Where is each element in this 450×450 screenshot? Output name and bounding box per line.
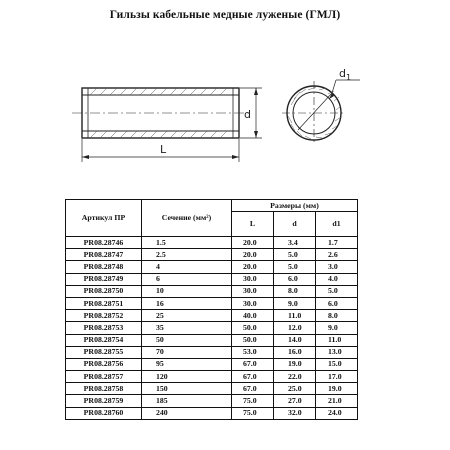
section-cell: 4 bbox=[142, 261, 232, 273]
length-cell: 30.0 bbox=[232, 273, 274, 285]
table-row bbox=[66, 383, 358, 395]
table-row bbox=[66, 249, 358, 261]
inner-diameter-cell: 13.0 bbox=[316, 346, 358, 358]
section-cell: 10 bbox=[142, 285, 232, 297]
inner-diameter-cell: 8.0 bbox=[316, 310, 358, 322]
length-cell: 30.0 bbox=[232, 285, 274, 297]
inner-diameter-cell: 4.0 bbox=[316, 273, 358, 285]
diameter-cell: 22.0 bbox=[274, 371, 316, 383]
page-title: Гильзы кабельные медные луженые (ГМЛ) bbox=[109, 9, 341, 21]
inner-diameter-cell: 11.0 bbox=[316, 334, 358, 346]
sleeve-drawing bbox=[0, 0, 450, 200]
table-row bbox=[66, 358, 358, 370]
section-cell: 120 bbox=[142, 371, 232, 383]
inner-diameter-cell: 19.0 bbox=[316, 383, 358, 395]
article-cell: PR08.28749 bbox=[66, 273, 142, 285]
table-row bbox=[66, 273, 358, 285]
length-cell: 20.0 bbox=[232, 237, 274, 249]
header-diameter: d bbox=[274, 212, 316, 237]
article-cell: PR08.28748 bbox=[66, 261, 142, 273]
table-row bbox=[66, 310, 358, 322]
header-sizes: Размеры (мм) bbox=[232, 200, 358, 212]
section-cell: 16 bbox=[142, 297, 232, 309]
header-length: L bbox=[232, 212, 274, 237]
section-cell: 35 bbox=[142, 322, 232, 334]
header-section: Сечение (мм²) bbox=[142, 200, 232, 237]
section-cell: 70 bbox=[142, 346, 232, 358]
diameter-cell: 9.0 bbox=[274, 297, 316, 309]
diameter-cell: 3.4 bbox=[274, 237, 316, 249]
diameter-cell: 6.0 bbox=[274, 273, 316, 285]
diameter-label: d bbox=[244, 108, 251, 121]
specs-table bbox=[65, 199, 358, 420]
sleeve-side-view bbox=[72, 88, 250, 138]
table-row bbox=[66, 285, 358, 297]
article-cell: PR08.28756 bbox=[66, 358, 142, 370]
header-article: Артикул ПР bbox=[66, 200, 142, 237]
inner-diameter-cell: 24.0 bbox=[316, 407, 358, 419]
section-cell: 185 bbox=[142, 395, 232, 407]
section-cell: 240 bbox=[142, 407, 232, 419]
article-cell: PR08.28746 bbox=[66, 237, 142, 249]
length-cell: 67.0 bbox=[232, 358, 274, 370]
diameter-cell: 19.0 bbox=[274, 358, 316, 370]
diameter-cell: 8.0 bbox=[274, 285, 316, 297]
section-cell: 2.5 bbox=[142, 249, 232, 261]
article-cell: PR08.28759 bbox=[66, 395, 142, 407]
diameter-cell: 32.0 bbox=[274, 407, 316, 419]
length-cell: 53.0 bbox=[232, 346, 274, 358]
section-cell: 1.5 bbox=[142, 237, 232, 249]
length-cell: 30.0 bbox=[232, 297, 274, 309]
diameter-cell: 14.0 bbox=[274, 334, 316, 346]
diameter-cell: 16.0 bbox=[274, 346, 316, 358]
length-cell: 20.0 bbox=[232, 261, 274, 273]
article-cell: PR08.28757 bbox=[66, 371, 142, 383]
length-cell: 75.0 bbox=[232, 407, 274, 419]
article-cell: PR08.28752 bbox=[66, 310, 142, 322]
article-cell: PR08.28753 bbox=[66, 322, 142, 334]
table-row bbox=[66, 237, 358, 249]
article-cell: PR08.28754 bbox=[66, 334, 142, 346]
inner-diameter-label: $d_1$ bbox=[339, 67, 352, 82]
section-cell: 150 bbox=[142, 383, 232, 395]
inner-diameter-cell: 21.0 bbox=[316, 395, 358, 407]
section-cell: 50 bbox=[142, 334, 232, 346]
diameter-cell: 27.0 bbox=[274, 395, 316, 407]
article-cell: PR08.28751 bbox=[66, 297, 142, 309]
diameter-cell: 12.0 bbox=[274, 322, 316, 334]
length-cell: 50.0 bbox=[232, 322, 274, 334]
inner-diameter-cell: 17.0 bbox=[316, 371, 358, 383]
inner-diameter-cell: 2.6 bbox=[316, 249, 358, 261]
inner-diameter-cell: 5.0 bbox=[316, 285, 358, 297]
table-row bbox=[66, 371, 358, 383]
diameter-cell: 5.0 bbox=[274, 261, 316, 273]
inner-diameter-cell: 3.0 bbox=[316, 261, 358, 273]
diameter-cell: 25.0 bbox=[274, 383, 316, 395]
length-label: L bbox=[160, 143, 167, 156]
length-cell: 40.0 bbox=[232, 310, 274, 322]
diameter-cell: 11.0 bbox=[274, 310, 316, 322]
inner-diameter-cell: 1.7 bbox=[316, 237, 358, 249]
section-cell: 6 bbox=[142, 273, 232, 285]
inner-diameter-cell: 9.0 bbox=[316, 322, 358, 334]
length-cell: 75.0 bbox=[232, 395, 274, 407]
header-inner-diameter: d1 bbox=[316, 212, 358, 237]
table-row bbox=[66, 322, 358, 334]
section-cell: 95 bbox=[142, 358, 232, 370]
table-row bbox=[66, 395, 358, 407]
length-cell: 67.0 bbox=[232, 383, 274, 395]
table-row bbox=[66, 407, 358, 419]
length-cell: 20.0 bbox=[232, 249, 274, 261]
article-cell: PR08.28755 bbox=[66, 346, 142, 358]
table-row bbox=[66, 297, 358, 309]
article-cell: PR08.28760 bbox=[66, 407, 142, 419]
table-row bbox=[66, 334, 358, 346]
article-cell: PR08.28750 bbox=[66, 285, 142, 297]
length-cell: 67.0 bbox=[232, 371, 274, 383]
inner-diameter-cell: 6.0 bbox=[316, 297, 358, 309]
article-cell: PR08.28747 bbox=[66, 249, 142, 261]
inner-diameter-cell: 15.0 bbox=[316, 358, 358, 370]
diameter-cell: 5.0 bbox=[274, 249, 316, 261]
table-row bbox=[66, 261, 358, 273]
length-cell: 50.0 bbox=[232, 334, 274, 346]
article-cell: PR08.28758 bbox=[66, 383, 142, 395]
table-row bbox=[66, 346, 358, 358]
section-cell: 25 bbox=[142, 310, 232, 322]
